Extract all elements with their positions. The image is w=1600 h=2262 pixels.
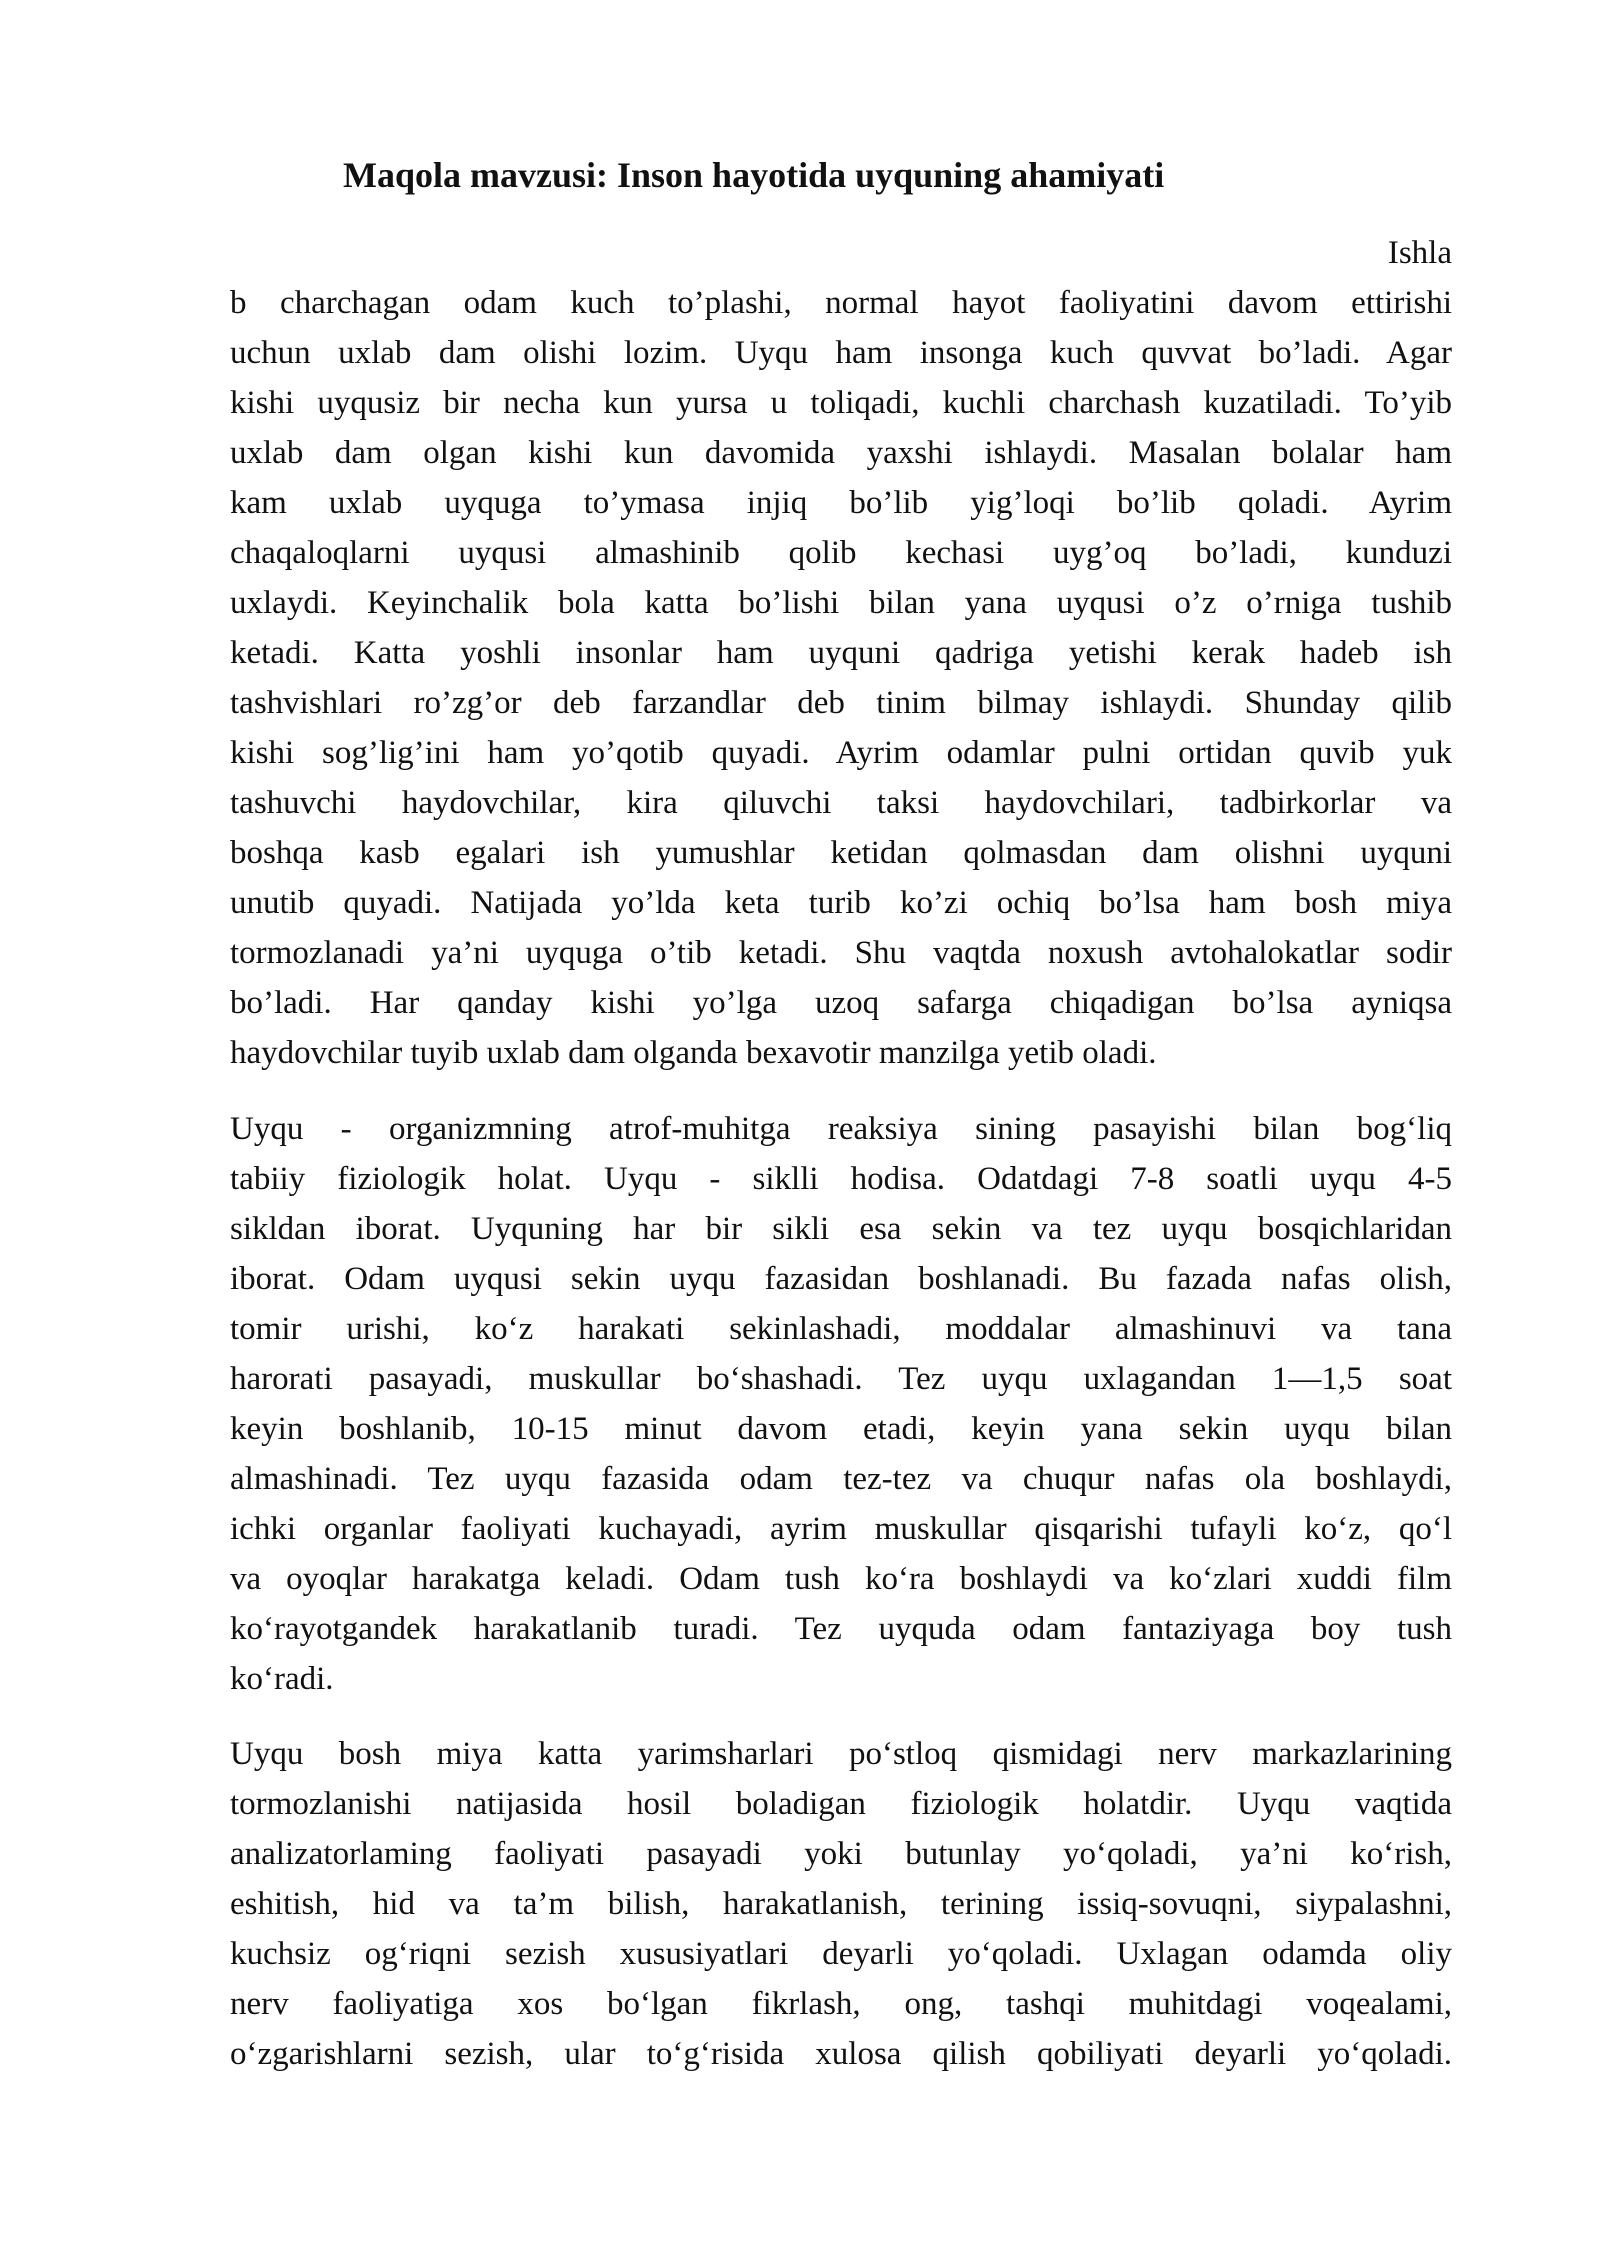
text-line: eshitish, hid va ta’m bilish, harakatlanish, terining issiq-sovuqni, siypalashni, <box>230 1886 1452 1922</box>
text-line: o‘zgarishlarni sezish, ular to‘g‘risida xulosa qilish qobiliyati deyarli yo‘qoladi. <box>230 2036 1452 2072</box>
text-line: kishi uyqusiz bir necha kun yursa u toliqadi, kuchli charchash kuzatiladi. To’yib <box>230 385 1452 421</box>
text-line: va oyoqlar harakatga keladi. Odam tush ko‘ra boshlaydi va ko‘zlari xuddi film <box>230 1561 1452 1597</box>
text-line: sikldan iborat. Uyquning har bir sikli esa sekin va tez uyqu bosqichlaridan <box>230 1211 1452 1247</box>
text-line: chaqaloqlarni uyqusi almashinib qolib kechasi uyg’oq bo’ladi, kunduzi <box>230 535 1452 571</box>
text-line: unutib quyadi. Natijada yo’lda keta turib ko’zi ochiq bo’lsa ham bosh miya <box>230 885 1452 921</box>
text-line: kuchsiz og‘riqni sezish xususiyatlari deyarli yo‘qoladi. Uxlagan odamda oliy <box>230 1936 1452 1972</box>
text-line: analizatorlaming faoliyati pasayadi yoki butunlay yo‘qoladi, ya’ni ko‘rish, <box>230 1836 1452 1872</box>
text-line: ichki organlar faoliyati kuchayadi, ayrim muskullar qisqarishi tufayli ko‘z, qo‘l <box>230 1511 1452 1547</box>
text-line: kishi sog’lig’ini ham yo’qotib quyadi. Ayrim odamlar pulni ortidan quvib yuk <box>230 735 1452 771</box>
paragraph-3 <box>230 1729 1452 2079</box>
text-line: tomir urishi, ko‘z harakati sekinlashadi, moddalar almashinuvi va tana <box>230 1311 1452 1347</box>
text-line: uxlaydi. Keyinchalik bola katta bo’lishi bilan yana uyqusi o’z o’rniga tushib <box>230 585 1452 621</box>
text-line: Uyqu bosh miya katta yarimsharlari po‘stloq qismidagi nerv markazlarining <box>230 1736 1452 1772</box>
text-line: keyin boshlanib, 10-15 minut davom etadi, keyin yana sekin uyqu bilan <box>230 1411 1452 1447</box>
paragraph-1 <box>230 228 1452 1078</box>
text-line: tashvishlari ro’zg’or deb farzandlar deb tinim bilmay ishlaydi. Shunday qilib <box>230 685 1452 721</box>
text-line: bo’ladi. Har qanday kishi yo’lga uzoq safarga chiqadigan bo’lsa ayniqsa <box>230 985 1452 1021</box>
text-line: tabiiy fiziologik holat. Uyqu - siklli hodisa. Odatdagi 7-8 soatli uyqu 4-5 <box>230 1161 1452 1197</box>
text-line: uxlab dam olgan kishi kun davomida yaxshi ishlaydi. Masalan bolalar ham <box>230 435 1452 471</box>
article-title: Maqola mavzusi: Inson hayotida uyquning ahamiyati <box>343 155 1165 195</box>
text-line: boshqa kasb egalari ish yumushlar ketidan qolmasdan dam olishni uyquni <box>230 835 1452 871</box>
text-line: harorati pasayadi, muskullar bo‘shashadi. Tez uyqu uxlagandan 1—1,5 soat <box>230 1361 1452 1397</box>
text-line: tormozlanadi ya’ni uyquga o’tib ketadi. Shu vaqtda noxush avtohalokatlar sodir <box>230 935 1452 971</box>
text-line: almashinadi. Tez uyqu fazasida odam tez-tez va chuqur nafas ola boshlaydi, <box>230 1461 1452 1497</box>
text-line: kam uxlab uyquga to’ymasa injiq bo’lib yig’loqi bo’lib qoladi. Ayrim <box>230 485 1452 521</box>
text-line: nerv faoliyatiga xos bo‘lgan fikrlash, ong, tashqi muhitdagi voqealami, <box>230 1986 1452 2022</box>
text-line: Uyqu - organizmning atrof-muhitga reaksiya sining pasayishi bilan bog‘liq <box>230 1111 1452 1147</box>
text-line: tormozlanishi natijasida hosil boladigan fiziologik holatdir. Uyqu vaqtida <box>230 1786 1452 1822</box>
text-line: iborat. Odam uyqusi sekin uyqu fazasidan boshlanadi. Bu fazada nafas olish, <box>230 1261 1452 1297</box>
text-line: tashuvchi haydovchilar, kira qiluvchi taksi haydovchilari, tadbirkorlar va <box>230 785 1452 821</box>
text-line: ketadi. Katta yoshli insonlar ham uyquni qadriga yetishi kerak hadeb ish <box>230 635 1452 671</box>
text-line: uchun uxlab dam olishi lozim. Uyqu ham insonga kuch quvvat bo’ladi. Agar <box>230 335 1452 371</box>
text-line: haydovchilar tuyib uxlab dam olganda bexavotir manzilga yetib oladi. <box>230 1035 1157 1071</box>
paragraph-2 <box>230 1104 1452 1704</box>
text-line: Ishla <box>1387 235 1452 271</box>
text-line: b charchagan odam kuch to’plashi, normal hayot faoliyatini davom ettirishi <box>230 285 1452 321</box>
text-line: ko‘rayotgandek harakatlanib turadi. Tez uyquda odam fantaziyaga boy tush <box>230 1611 1452 1647</box>
text-line: ko‘radi. <box>230 1661 334 1697</box>
